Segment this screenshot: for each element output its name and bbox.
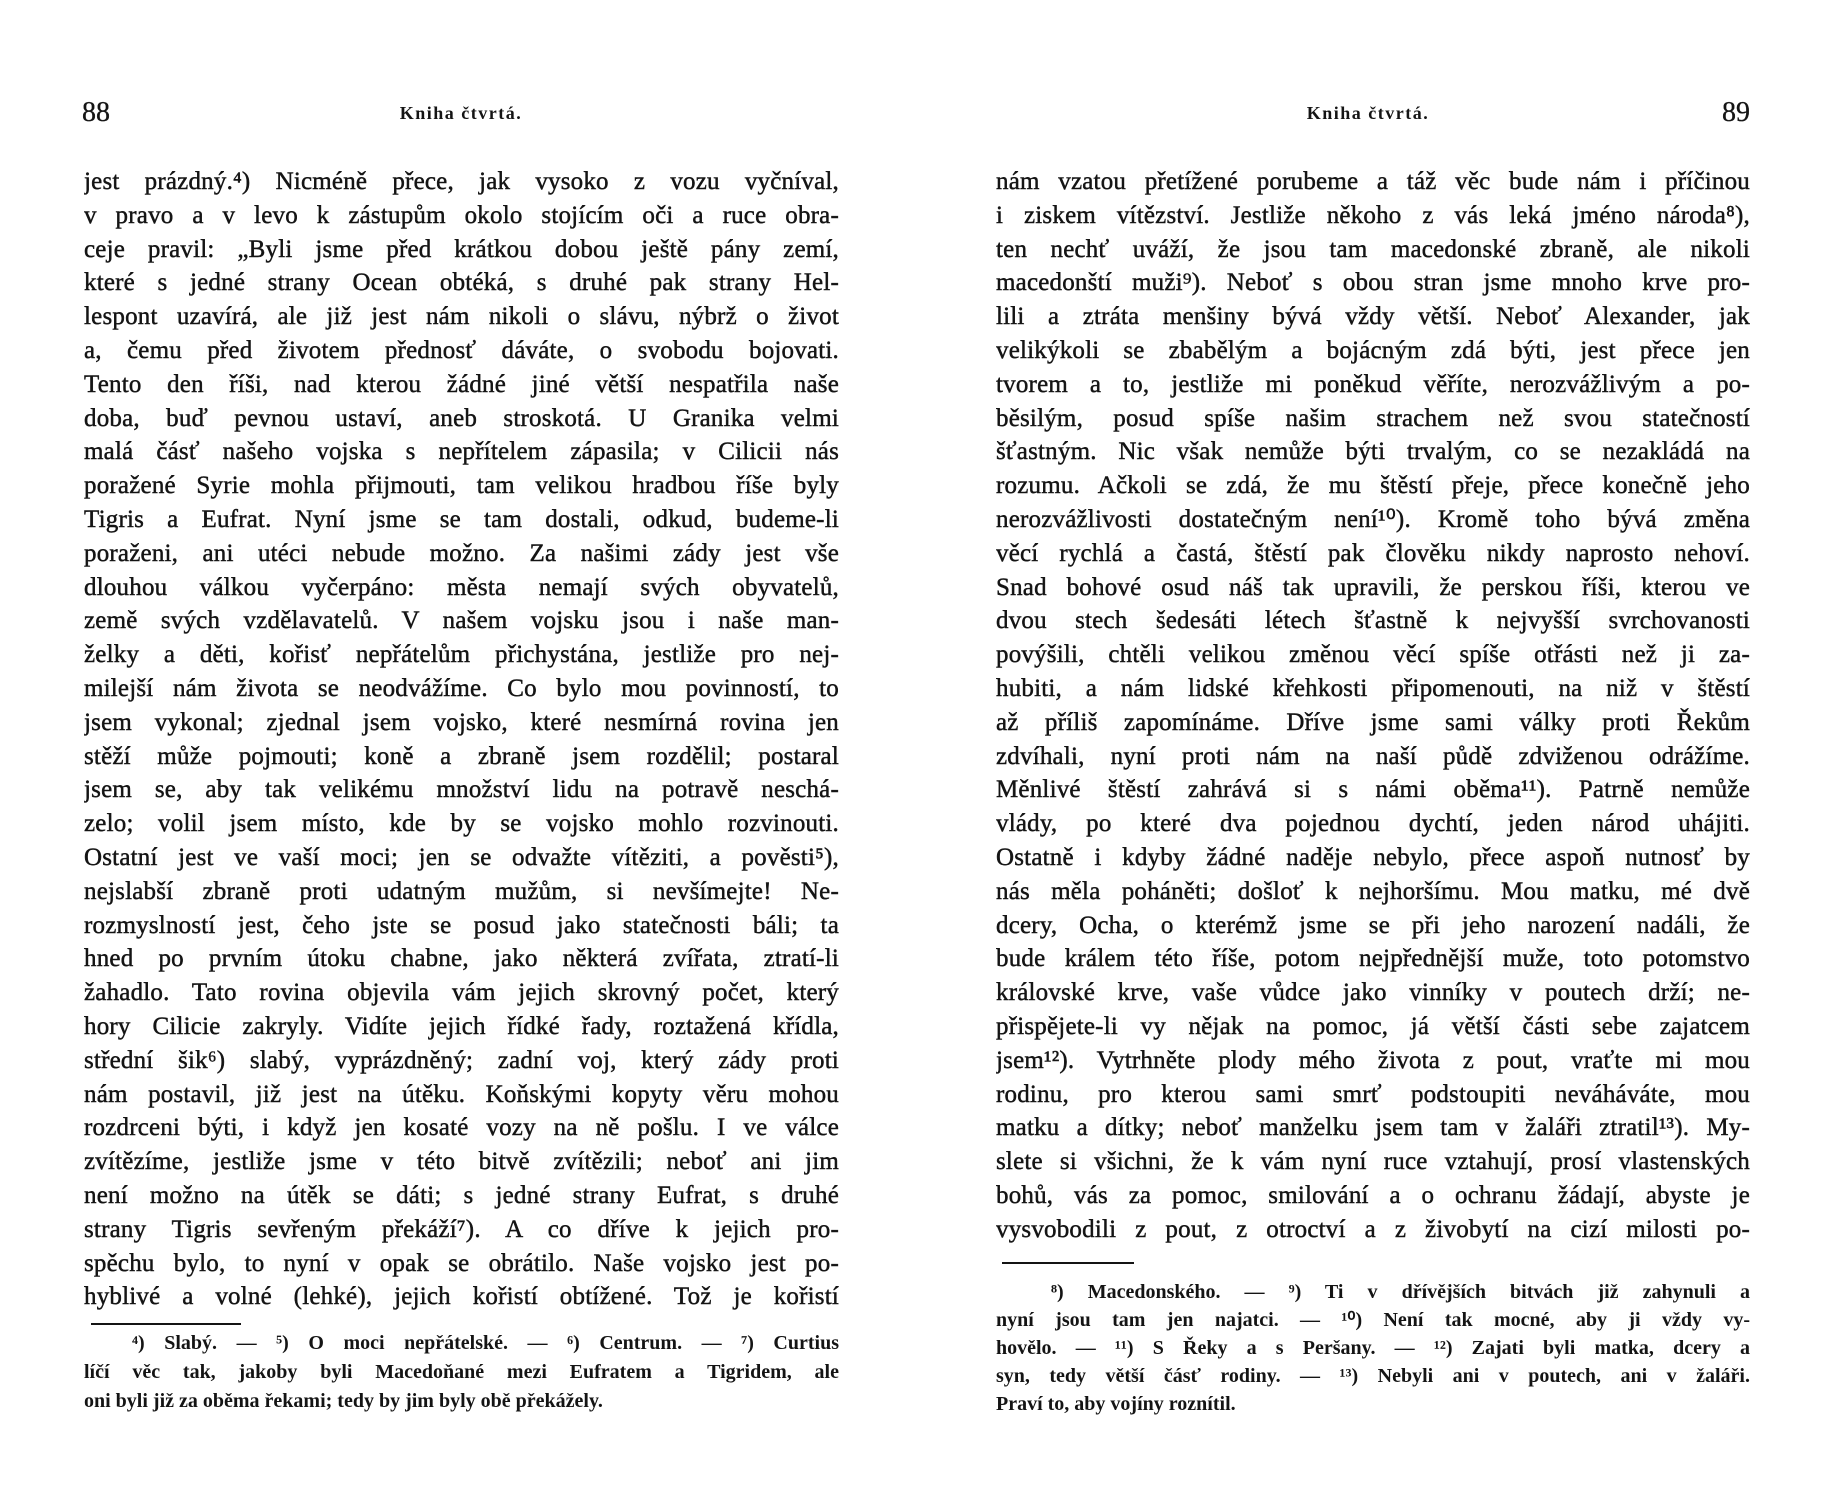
text-line: poraženi, ani utéci nebude možno. Za našimi zády jest vše — [84, 539, 839, 567]
text-line: věcí rychlá a častá, štěstí pak člověku nikdy naprosto nehoví. — [996, 539, 1750, 567]
text-line: šťastným. Nic však nemůže býti trvalým, co se nezakládá na — [996, 438, 1750, 466]
text-line: v pravo a v levo k zástupům okolo stojícím oči a ruce obra- — [84, 201, 839, 229]
text-line: rodinu, pro kterou sami smrť podstoupiti neváháváte, mou — [996, 1080, 1750, 1108]
text-line: jsem se, aby tak velikému množství lidu na potravě neschá- — [84, 776, 839, 804]
text-line: malá čásť našeho vojska s nepřítelem zápasila; v Cilicii nás — [84, 438, 839, 466]
text-line: zvítězíme, jestliže jsme v této bitvě zvítězili; neboť ani jim — [84, 1148, 839, 1176]
text-line: není možno na útěk se dáti; s jedné strany Eufrat, s druhé — [84, 1181, 839, 1209]
page-number: 89 — [1722, 97, 1750, 128]
text-line: Snad bohové osud náš tak upravili, že perskou říši, kterou ve — [996, 573, 1750, 601]
text-line: i ziskem vítězství. Jestliže někoho z vás leká jméno národa⁸), — [996, 201, 1750, 229]
text-line: až příliš zapomínáme. Dříve jsme sami války proti Řekům — [996, 708, 1750, 736]
footnotes — [84, 1329, 839, 1416]
text-line: a, čemu před životem přednosť dáváte, o svobodu bojovati. — [84, 336, 839, 364]
text-line: země svých vzdělavatelů. V našem vojsku jsou i naše man- — [84, 607, 839, 635]
text-line: milejší nám života se neodvážíme. Co bylo mou povinností, to — [84, 674, 839, 702]
text-line: zelo; volil jsem místo, kde by se vojsko mohlo rozvinouti. — [84, 810, 839, 838]
text-line: hubiti, a nám lidské křehkosti připomenouti, na niž v štěstí — [996, 674, 1750, 702]
footnote-line: líčí věc tak, jakoby byli Macedoňané mezi Eufratem a Tigridem, ale — [84, 1361, 839, 1383]
text-line: královské krve, vaše vůdce jako vinníky v poutech drží; ne- — [996, 979, 1750, 1007]
text-line: bude králem této říše, potom nejpřednější muže, toto potomstvo — [996, 945, 1750, 973]
text-line: vysvobodili z pout, z otroctví a z živobytí na cizí milosti po- — [996, 1215, 1750, 1243]
text-line: jsem¹²). Vytrhněte plody mého života z pout, vraťte mi mou — [996, 1046, 1750, 1074]
text-line: Ostatní jest ve vaší moci; jen se odvažte vítěziti, a pověsti⁵), — [84, 843, 839, 871]
footnote-rule — [91, 1323, 241, 1325]
text-line: jsem vykonal; zjednal jsem vojsko, které nesmírná rovina jen — [84, 708, 839, 736]
text-line: nejslabší zbraně proti udatným mužům, si nevšímejte! Ne- — [84, 877, 839, 905]
text-line: rozumu. Ačkoli se zdá, že mu štěstí přeje, přece konečně jeho — [996, 472, 1750, 500]
footnote-line: hovělo. — ¹¹) S Řeky a s Peršany. — ¹²) Zajati byli matka, dcery a — [996, 1337, 1750, 1359]
running-head: Kniha čtvrtá. — [1306, 103, 1430, 123]
footnote-line: ⁴) Slabý. — ⁵) O moci nepřátelské. — ⁶) Centrum. — ⁷) Curtius — [132, 1332, 839, 1354]
text-line: přispějete-li vy nějak na pomoc, já větší části sebe zajatcem — [996, 1012, 1750, 1040]
text-line: spěchu bylo, to nyní v opak se obrátilo. Naše vojsko jest po- — [84, 1249, 839, 1277]
text-line: povýšili, chtěli velikou změnou věcí spíše otřásti než ji za- — [996, 641, 1750, 669]
text-line: zdvíhali, nyní proti nám na naší půdě zdviženou odrážíme. — [996, 742, 1750, 770]
body-text — [996, 165, 1750, 1247]
text-line: Měnlivé štěstí zahrává si s námi oběma¹¹). Patrně nemůže — [996, 776, 1750, 804]
text-line: dcery, Ocha, o kterémž jsme se při jeho narození nadáli, že — [996, 911, 1750, 939]
text-line: střední šik⁶) slabý, vyprázdněný; zadní voj, který zády proti — [84, 1046, 839, 1074]
text-line: dlouhou válkou vyčerpáno: města nemají svých obyvatelů, — [84, 573, 839, 601]
text-line: Ostatně i kdyby žádné naděje nebylo, přece aspoň nutnosť by — [996, 843, 1750, 871]
footnote-line: syn, tedy větší čásť rodiny. — ¹³) Nebyli ani v poutech, ani v žaláři. — [996, 1365, 1750, 1387]
text-line: stěží může pojmouti; koně a zbraně jsem rozdělil; postaral — [84, 742, 839, 770]
text-line: ceje pravil: „Byli jsme před krátkou dobou ještě pány zemí, — [84, 235, 839, 263]
text-line: matku a dítky; neboť manželku jsem tam v žaláři ztratil¹³). My- — [996, 1114, 1750, 1142]
text-line: strany Tigris sevřeným překáží⁷). A co dříve k jejich pro- — [84, 1215, 839, 1243]
text-line: poražené Syrie mohla přijmouti, tam velikou hradbou říše byly — [84, 472, 839, 500]
text-line: hned po prvním útoku chabne, jako některá zvířata, ztratí-li — [84, 945, 839, 973]
footnote-line: oni byli již za oběma řekami; tedy by jim byly obě překážely. — [84, 1390, 603, 1412]
text-line: želky a děti, kořisť nepřátelům přichystána, jestliže pro nej- — [84, 641, 839, 669]
running-head: Kniha čtvrtá. — [399, 103, 523, 123]
text-line: nám postavil, již jest na útěku. Koňskými kopyty věru mohou — [84, 1080, 839, 1108]
page-number: 88 — [82, 97, 110, 128]
text-line: lespont uzavírá, ale již jest nám nikoli o slávu, nýbrž o život — [84, 303, 839, 331]
text-line: Tento den říši, nad kterou žádné jiné větší nespatřila naše — [84, 370, 839, 398]
text-line: nám vzatou přetížené porubeme a táž věc bude nám i příčinou — [996, 168, 1750, 195]
text-line: bohů, vás za pomoc, smilování a o ochranu žádají, abyste je — [996, 1181, 1750, 1209]
text-line: hyblivé a volné (lehké), jejich kořistí obtížené. Tož je kořistí — [84, 1283, 839, 1311]
body-text — [84, 165, 839, 1314]
footnotes — [996, 1278, 1750, 1418]
text-line: macedonští muži⁹). Neboť s obou stran jsme mnoho krve pro- — [996, 269, 1750, 297]
footnote-line: Praví to, aby vojíny roznítil. — [996, 1393, 1236, 1415]
right-page — [916, 0, 1832, 1500]
text-line: tvorem a to, jestliže mi poněkud věříte, nerozvážlivým a po- — [996, 370, 1750, 398]
text-line: žahadlo. Tato rovina objevila vám jejich skrovný počet, který — [84, 979, 839, 1007]
text-line: jest prázdný.⁴) Nicméně přece, jak vysoko z vozu vyčníval, — [84, 168, 839, 195]
footnote-rule — [1002, 1262, 1134, 1264]
text-line: hory Cilicie zakryly. Vidíte jejich řídké řady, roztažená křídla, — [84, 1012, 839, 1040]
text-line: Tigris a Eufrat. Nyní jsme se tam dostali, odkud, budeme-li — [84, 505, 839, 533]
footnote-line: ⁸) Macedonského. — ⁹) Ti v dřívějších bitvách již zahynuli a — [1051, 1281, 1750, 1303]
text-line: doba, buď pevnou ustaví, aneb stroskotá. U Granika velmi — [84, 404, 839, 432]
text-line: rozdrceni býti, i když jen kosaté vozy na ně pošlu. I ve válce — [84, 1114, 839, 1142]
text-line: které s jedné strany Ocean obtéká, s druhé pak strany Hel- — [84, 269, 839, 297]
text-line: běsilým, posud spíše našim strachem než svou statečností — [996, 404, 1750, 432]
text-line: dvou stech šedesáti létech šťastně k nejvyšší svrchovanosti — [996, 607, 1750, 635]
text-line: slete si všichni, že k vám nyní ruce vztahují, prosí vlastenských — [996, 1148, 1750, 1176]
text-line: nás měla poháněti; došloť k nejhoršímu. Mou matku, mé dvě — [996, 877, 1750, 905]
text-line: rozmyslností jest, čeho jste se posud jako statečnosti báli; ta — [84, 911, 839, 939]
text-line: velikýkoli se zbabělým a bojácným zdá býti, jest přece jen — [996, 336, 1750, 364]
text-line: ten nechť uváží, že jsou tam macedonské zbraně, ale nikoli — [996, 235, 1750, 263]
text-line: nerozvážlivosti dostatečným není¹⁰). Kromě toho bývá změna — [996, 505, 1750, 533]
text-line: lili a ztráta menšiny bývá vždy větší. Neboť Alexander, jak — [996, 303, 1750, 331]
footnote-line: nyní jsou tam jen najatci. — ¹⁰) Není tak mocné, aby ji vždy vy- — [996, 1309, 1750, 1331]
text-line: vlády, po které dva pojednou dychtí, jeden národ uhájiti. — [996, 810, 1750, 838]
